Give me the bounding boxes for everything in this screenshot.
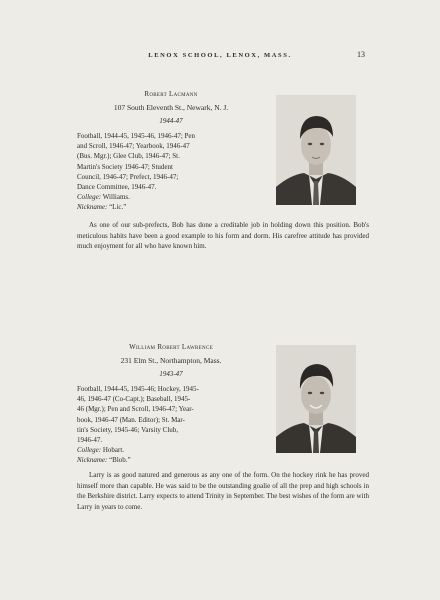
student-address: 107 South Eleventh St., Newark, N. J.	[113, 103, 229, 112]
college-line: College: Hobart.	[77, 446, 125, 455]
activities-line: Football, 1944-45, 1945-46, 1946-47; Pen	[77, 132, 196, 140]
student-years: 1943-47	[159, 370, 183, 378]
senior-entry-2-text	[77, 343, 265, 466]
student-name: Robert Lacmann	[144, 90, 198, 98]
activities-line: Football, 1944-45, 1945-46; Hockey, 1945-	[77, 385, 199, 393]
activities-line: 46, 1946-47 (Co-Capt.); Baseball, 1945-	[77, 395, 191, 404]
activities-line: 46 (Mgr.); Pen and Scroll, 1946-47; Year-	[77, 405, 194, 414]
running-head: LENOX SCHOOL, LENOX, MASS.	[148, 52, 292, 59]
activities-line: Martin's Society 1946-47; Student	[77, 162, 173, 171]
student-address: 231 Elm St., Northampton, Mass.	[120, 356, 222, 365]
activities-list	[77, 384, 265, 445]
student-portrait-1	[276, 95, 356, 205]
activities-line: (Bus. Mgr.); Glee Club, 1946-47; St.	[77, 152, 180, 161]
page-number: 13	[357, 50, 365, 59]
nickname-line: Nickname: “Blob.”	[77, 456, 131, 465]
student-portrait-2	[276, 345, 356, 453]
portrait-photo-icon	[276, 95, 356, 205]
activities-list	[77, 131, 265, 192]
activities-line: book, 1946-47 (Man. Editor); St. Mar-	[77, 415, 185, 424]
nickname-line: Nickname: “Lic.”	[77, 203, 127, 212]
senior-entry-1-text	[77, 90, 265, 213]
senior-writeup-2: Larry is as good natured and generous as any one of the form. On the hockey rink he has proved himself more than capable. He was said to be the outstanding goalie of all the prep and high schools in the Berkshire district. Larry expects to attend Trinity in September. The best wishes of the form are with Larry in years to come.	[77, 471, 369, 511]
activities-line: tin's Society, 1945-46; Varsity Club,	[77, 425, 179, 434]
activities-line: Council, 1946-47; Prefect, 1946-47;	[77, 172, 179, 181]
student-name: William Robert Lawrence	[129, 343, 213, 351]
senior-writeup-1: As one of our sub-prefects, Bob has done a creditable job in holding down this position. Bob's meticulous habits have been a good example to his form and dorm. His carefree attitude has provided much enjoyment for all who have known him.	[77, 221, 369, 250]
portrait-photo-icon	[276, 345, 356, 453]
student-years: 1944-47	[159, 117, 183, 125]
college-line: College: Williams.	[77, 193, 130, 202]
activities-line: 1946-47.	[77, 436, 103, 445]
activities-line: Dance Committee, 1946-47.	[77, 183, 157, 192]
activities-line: and Scroll, 1946-47; Yearbook, 1946-47	[77, 142, 190, 151]
